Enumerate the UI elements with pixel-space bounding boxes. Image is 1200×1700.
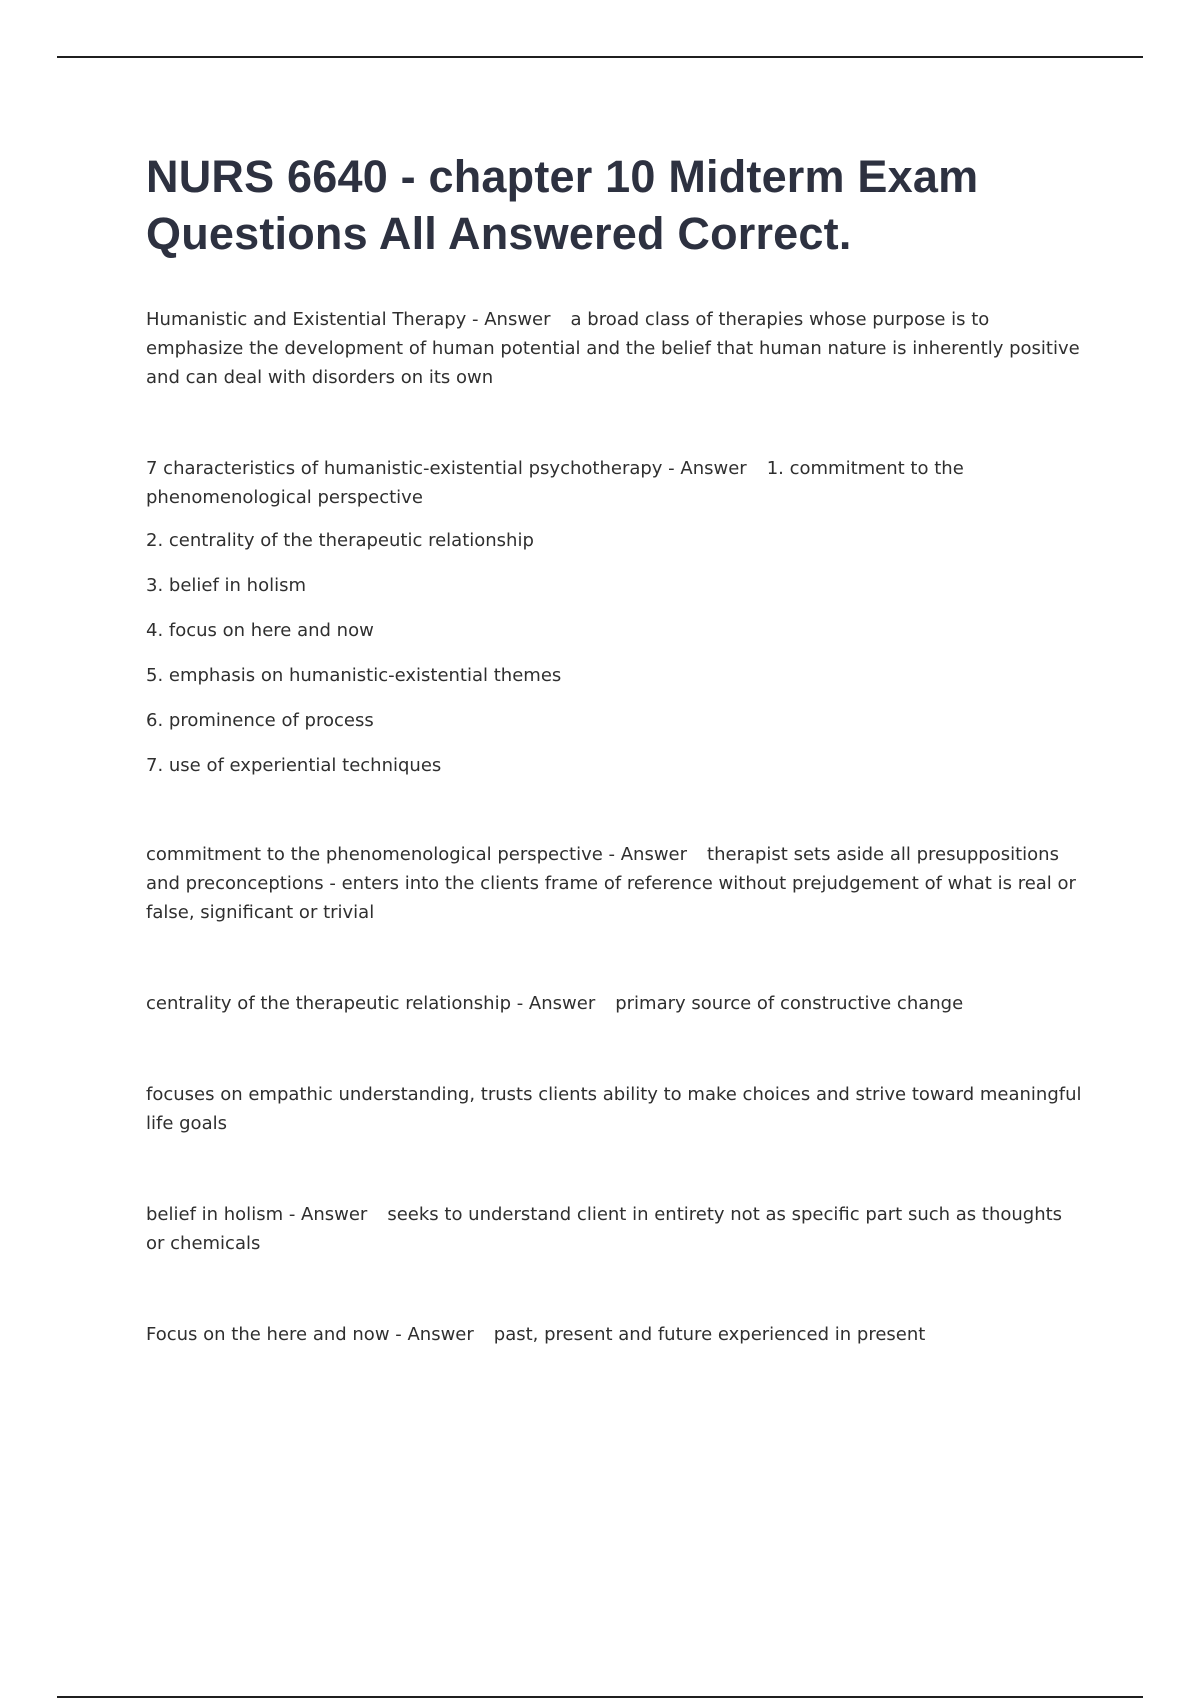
qa-note: focuses on empathic understanding, trusts clients ability to make choices and strive toward meaningful life goals — [146, 1084, 1082, 1134]
document-title: NURS 6640 - chapter 10 Midterm Exam Questions All Answered Correct. — [146, 151, 979, 259]
characteristics-list — [146, 526, 1086, 780]
list-item: 3. belief in holism — [146, 575, 306, 596]
qa-term: belief in holism - Answer — [146, 1204, 368, 1225]
qa-answer: 1. commitment to the phenomenological perspective — [146, 458, 964, 508]
list-item: 5. emphasis on humanistic-existential themes — [146, 665, 562, 686]
document-body — [146, 148, 1086, 1349]
qa-answer: past, present and future experienced in present — [493, 1324, 926, 1345]
qa-answer: therapist sets aside all presuppositions and preconceptions - enters into the clients frame of reference without prejudgement of what is real or false, significant or trivial — [146, 844, 1076, 923]
qa-term: centrality of the therapeutic relationship - Answer — [146, 993, 596, 1014]
qa-entry — [146, 840, 1086, 927]
list-item: 4. focus on here and now — [146, 620, 374, 641]
list-item: 2. centrality of the therapeutic relationship — [146, 530, 534, 551]
qa-answer: seeks to understand client in entirety not as specific part such as thoughts or chemicals — [146, 1204, 1063, 1254]
qa-term: Focus on the here and now - Answer — [146, 1324, 474, 1345]
qa-entry — [146, 1200, 1086, 1258]
list-item: 7. use of experiential techniques — [146, 755, 442, 776]
qa-entry — [146, 305, 1086, 392]
qa-term: 7 characteristics of humanistic-existential psychotherapy - Answer — [146, 458, 747, 479]
qa-answer: primary source of constructive change — [615, 993, 964, 1014]
top-rule — [57, 56, 1143, 58]
qa-term: Humanistic and Existential Therapy - Answer — [146, 309, 551, 330]
qa-entry — [146, 454, 1086, 512]
list-item: 6. prominence of process — [146, 710, 374, 731]
qa-term: commitment to the phenomenological perspective - Answer — [146, 844, 688, 865]
qa-answer: a broad class of therapies whose purpose is to emphasize the development of human potential and the belief that human nature is inherently positive and can deal with disorders on its own — [146, 309, 1080, 388]
qa-entry — [146, 989, 1086, 1018]
bottom-rule — [57, 1696, 1143, 1698]
qa-entry — [146, 1320, 1086, 1349]
